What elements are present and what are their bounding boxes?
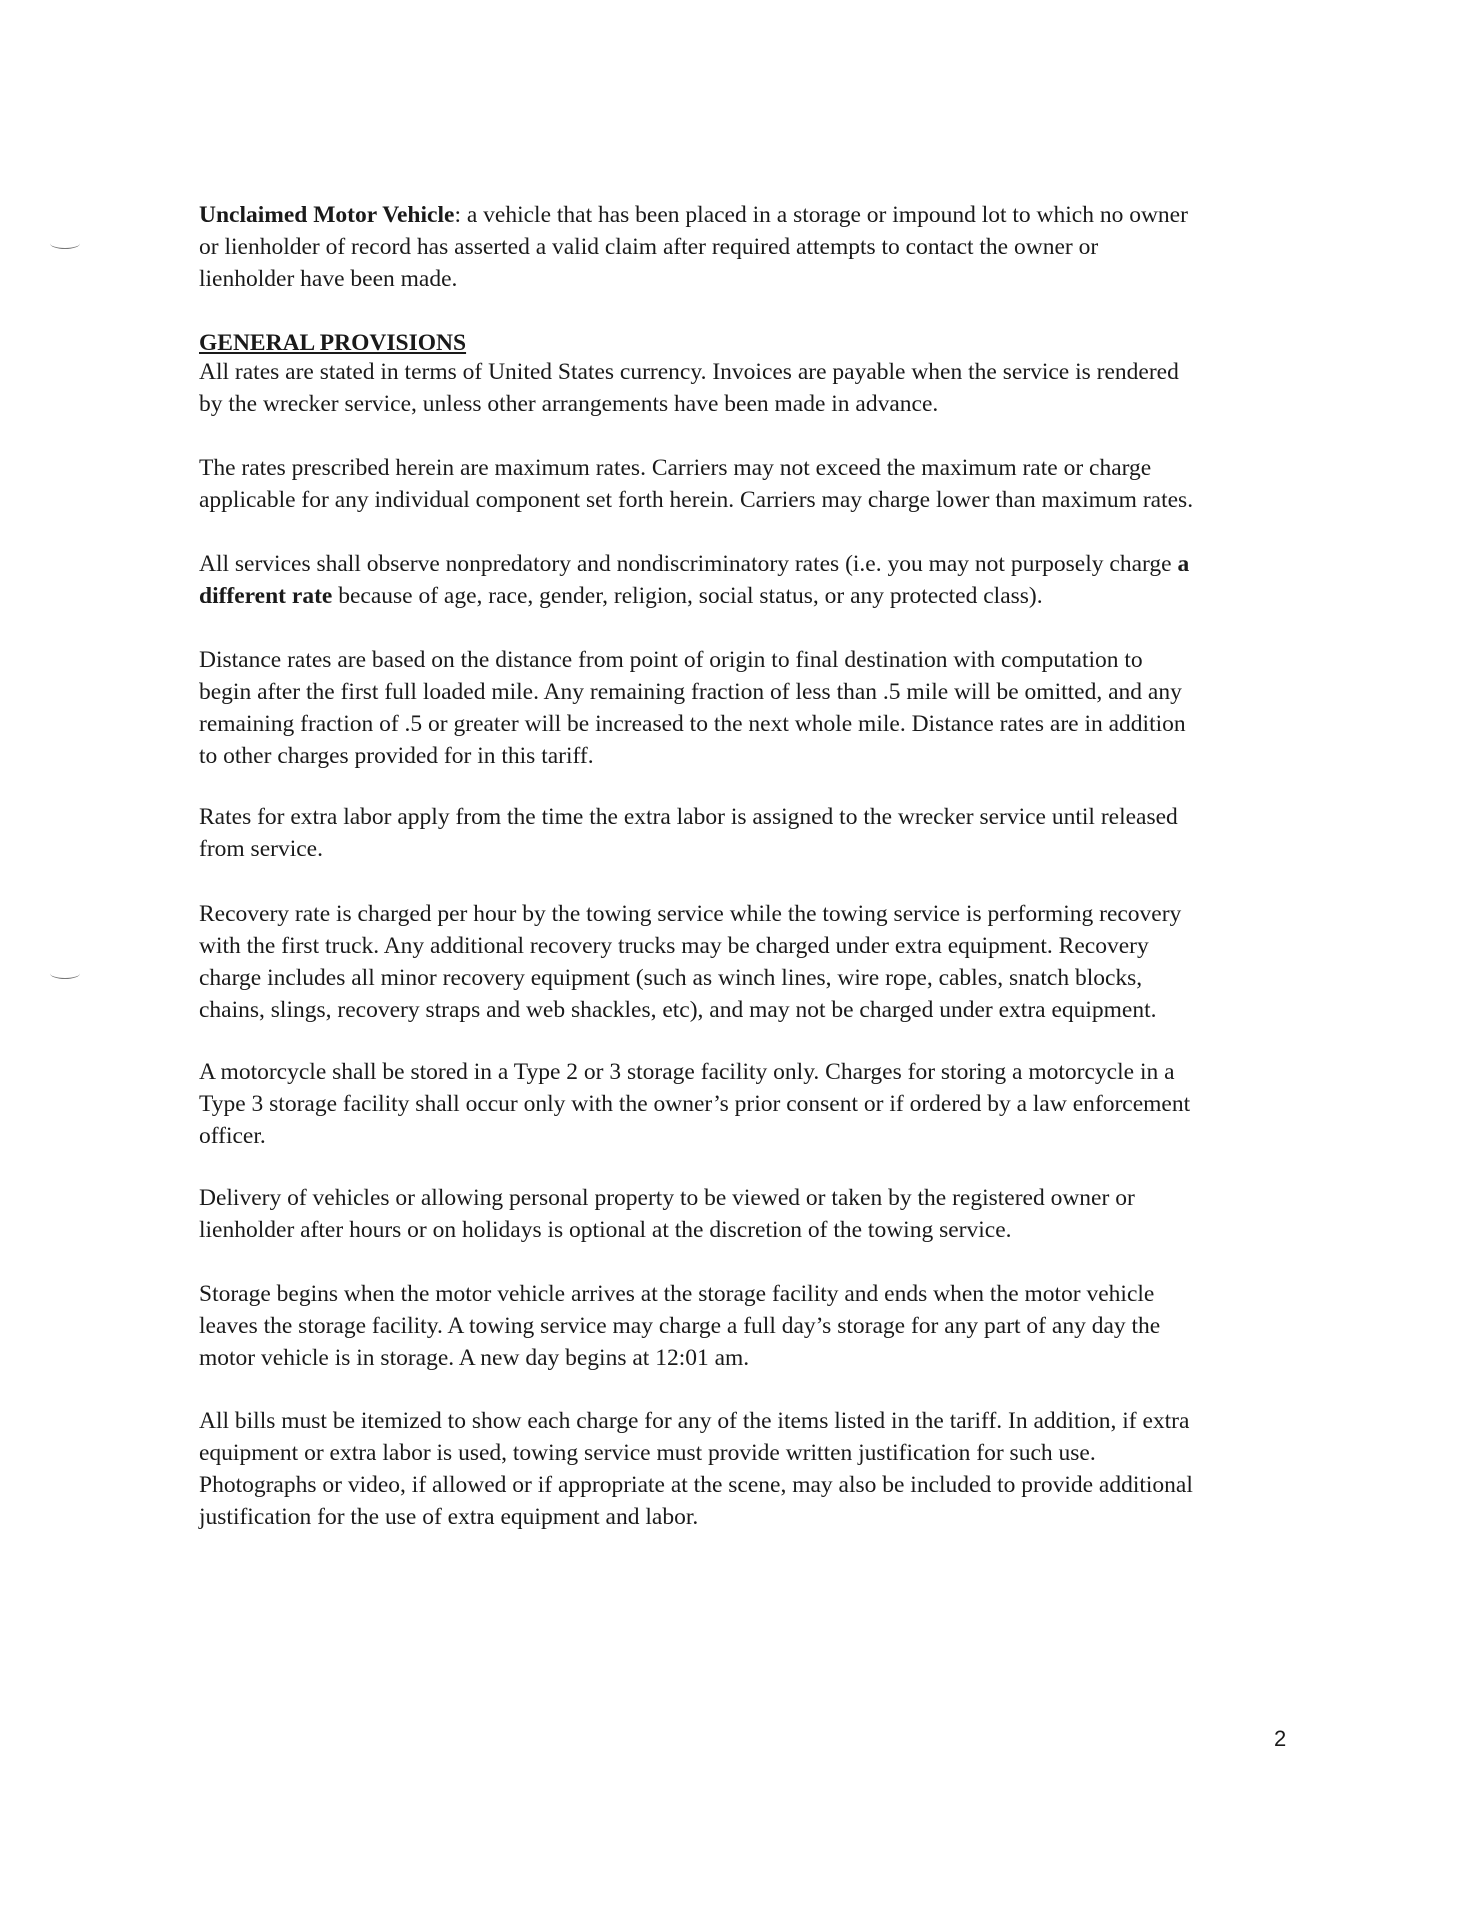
bold-term: a bbox=[1177, 551, 1190, 577]
text-segment: All bills must be itemized to show each charge for any of the items listed in the tariff. In addition, if extra bbox=[199, 1408, 1190, 1434]
text-segment: with the first truck. Any additional recovery trucks may be charged under extra equipment. Recovery bbox=[199, 933, 1149, 959]
text-segment: lienholder have been made. bbox=[199, 266, 458, 292]
text-segment: from service. bbox=[199, 836, 323, 862]
text-line bbox=[199, 356, 1309, 388]
text-line bbox=[199, 1437, 1309, 1469]
text-line bbox=[199, 1182, 1309, 1214]
text-line bbox=[199, 199, 1309, 231]
paragraph bbox=[199, 199, 1309, 295]
text-line bbox=[199, 263, 1309, 295]
text-line bbox=[199, 484, 1309, 516]
paragraph bbox=[199, 1278, 1309, 1374]
text-line bbox=[199, 1501, 1309, 1533]
text-line bbox=[199, 548, 1309, 580]
text-line bbox=[199, 644, 1309, 676]
text-segment: Recovery rate is charged per hour by the towing service while the towing service is performing recovery bbox=[199, 901, 1182, 927]
text-line bbox=[199, 708, 1309, 740]
text-line bbox=[199, 898, 1309, 930]
text-line bbox=[199, 1310, 1309, 1342]
text-line bbox=[199, 801, 1309, 833]
text-segment: or lienholder of record has asserted a valid claim after required attempts to contact the owner or bbox=[199, 234, 1099, 260]
text-line bbox=[199, 231, 1309, 263]
text-line bbox=[199, 1278, 1309, 1310]
paragraph bbox=[199, 1056, 1309, 1152]
bold-term: different rate bbox=[199, 583, 333, 609]
text-segment: because of age, race, gender, religion, social status, or any protected class). bbox=[332, 583, 1043, 609]
text-segment: justification for the use of extra equipment and labor. bbox=[199, 1504, 699, 1530]
text-line bbox=[199, 740, 1309, 772]
text-segment: begin after the first full loaded mile. Any remaining fraction of less than .5 mile will be omitted, and any bbox=[199, 679, 1182, 705]
text-segment: Delivery of vehicles or allowing personal property to be viewed or taken by the registered owner or bbox=[199, 1185, 1135, 1211]
text-segment: Type 3 storage facility shall occur only with the owner’s prior consent or if ordered by a law enforcement bbox=[199, 1091, 1191, 1117]
text-line bbox=[199, 452, 1309, 484]
text-segment: by the wrecker service, unless other arrangements have been made in advance. bbox=[199, 391, 939, 417]
text-segment: Distance rates are based on the distance from point of origin to final destination with computation to bbox=[199, 647, 1143, 673]
paragraph bbox=[199, 1182, 1309, 1246]
text-line bbox=[199, 994, 1309, 1026]
text-segment: charge includes all minor recovery equipment (such as winch lines, wire rope, cables, snatch blocks, bbox=[199, 965, 1143, 991]
text-segment: officer. bbox=[199, 1123, 266, 1149]
text-segment: : a vehicle that has been placed in a storage or impound lot to which no owner bbox=[454, 202, 1188, 228]
scan-mark bbox=[50, 968, 80, 979]
text-line bbox=[199, 1405, 1309, 1437]
text-segment: chains, slings, recovery straps and web shackles, etc), and may not be charged under extra equipment. bbox=[199, 997, 1157, 1023]
paragraph bbox=[199, 452, 1309, 516]
text-line bbox=[199, 962, 1309, 994]
scan-mark bbox=[50, 238, 80, 249]
text-line bbox=[199, 1469, 1309, 1501]
text-line bbox=[199, 930, 1309, 962]
text-line bbox=[199, 1056, 1309, 1088]
paragraph bbox=[199, 548, 1309, 612]
text-line bbox=[199, 580, 1309, 612]
text-segment: motor vehicle is in storage. A new day begins at 12:01 am. bbox=[199, 1345, 750, 1371]
text-line bbox=[199, 833, 1309, 865]
text-line bbox=[199, 1214, 1309, 1246]
text-segment: to other charges provided for in this tariff. bbox=[199, 743, 594, 769]
text-segment: Storage begins when the motor vehicle arrives at the storage facility and ends when the motor vehicle bbox=[199, 1281, 1155, 1307]
paragraph bbox=[199, 356, 1309, 420]
text-segment: The rates prescribed herein are maximum rates. Carriers may not exceed the maximum rate or charge bbox=[199, 455, 1152, 481]
page-number: 2 bbox=[1274, 1726, 1287, 1751]
text-segment: leaves the storage facility. A towing service may charge a full day’s storage for any part of any day the bbox=[199, 1313, 1161, 1339]
text-segment: equipment or extra labor is used, towing service must provide written justification for such use. bbox=[199, 1440, 1096, 1466]
text-segment: applicable for any individual component set forth herein. Carriers may charge lower than maximum rates. bbox=[199, 487, 1194, 513]
text-line bbox=[199, 1342, 1309, 1374]
text-segment: Photographs or video, if allowed or if appropriate at the scene, may also be included to provide additional bbox=[199, 1472, 1193, 1498]
text-segment: A motorcycle shall be stored in a Type 2 or 3 storage facility only. Charges for storing a motorcycle in a bbox=[199, 1059, 1175, 1085]
paragraph bbox=[199, 898, 1309, 1026]
section-heading: GENERAL PROVISIONS bbox=[199, 330, 467, 356]
text-segment: All services shall observe nonpredatory and nondiscriminatory rates (i.e. you may not purposely charge bbox=[199, 551, 1178, 577]
text-line bbox=[199, 1120, 1309, 1152]
bold-term: Unclaimed Motor Vehicle bbox=[199, 202, 455, 228]
text-line bbox=[199, 388, 1309, 420]
text-line bbox=[199, 1088, 1309, 1120]
text-segment: remaining fraction of .5 or greater will be increased to the next whole mile. Distance rates are in addition bbox=[199, 711, 1186, 737]
paragraph bbox=[199, 801, 1309, 865]
text-segment: All rates are stated in terms of United States currency. Invoices are payable when the service is rendered bbox=[199, 359, 1179, 385]
text-line bbox=[199, 676, 1309, 708]
paragraph bbox=[199, 1405, 1309, 1533]
text-segment: lienholder after hours or on holidays is optional at the discretion of the towing service. bbox=[199, 1217, 1012, 1243]
paragraph bbox=[199, 644, 1309, 772]
text-segment: Rates for extra labor apply from the time the extra labor is assigned to the wrecker service until released bbox=[199, 804, 1178, 830]
